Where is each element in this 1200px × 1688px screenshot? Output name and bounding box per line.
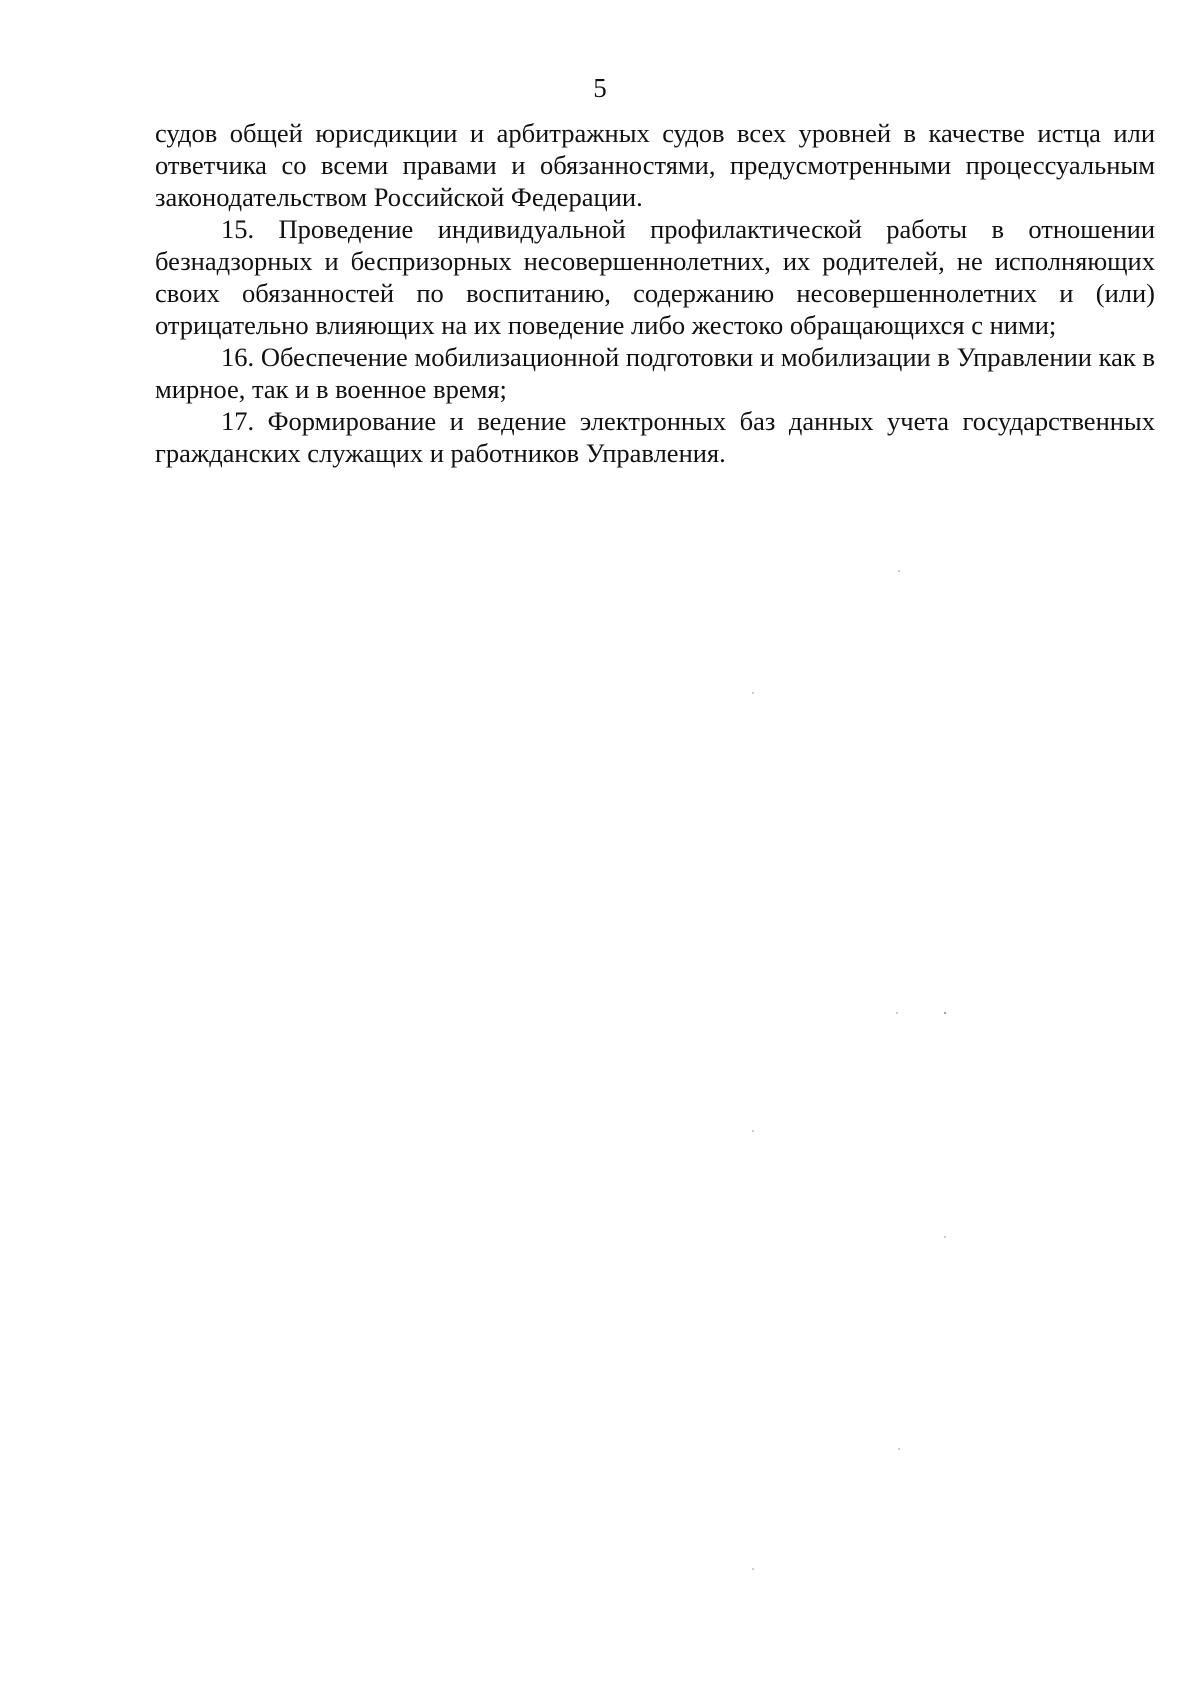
- scan-speck: [944, 1236, 946, 1238]
- scan-speck: [944, 1012, 946, 1014]
- scan-speck: [752, 692, 754, 694]
- scan-speck: [752, 1130, 754, 1132]
- scan-speck: [752, 1568, 754, 1570]
- paragraph-item-16: 16. Обеспечение мобилизационной подготовки и мобилизации в Управлении как в мирное, так и в военное время;: [155, 342, 1155, 404]
- document-body: [155, 117, 1155, 469]
- paragraph-continuation: судов общей юрисдикции и арбитражных судов всех уровней в качестве истца или ответчика со всеми правами и обязанностями, предусмотренными процессуальным законодательством Российской Федерации.: [155, 118, 1155, 212]
- paragraph-item-17: 17. Формирование и ведение электронных баз данных учета государственных гражданских служащих и работников Управления.: [155, 406, 1155, 468]
- scan-speck: [898, 570, 900, 572]
- page-number: 5: [593, 73, 607, 103]
- scan-speck: [896, 1012, 898, 1014]
- scan-speck: [898, 1448, 900, 1450]
- paragraph-item-15: 15. Проведение индивидуальной профилактической работы в отношении безнадзорных и беспризорных несовершеннолетних, их родителей, не исполняющих своих обязанностей по воспитанию, содержанию несовершеннолетних и (или) отрицательно влияющих на их поведение либо жестоко обращающихся с ними;: [155, 214, 1155, 340]
